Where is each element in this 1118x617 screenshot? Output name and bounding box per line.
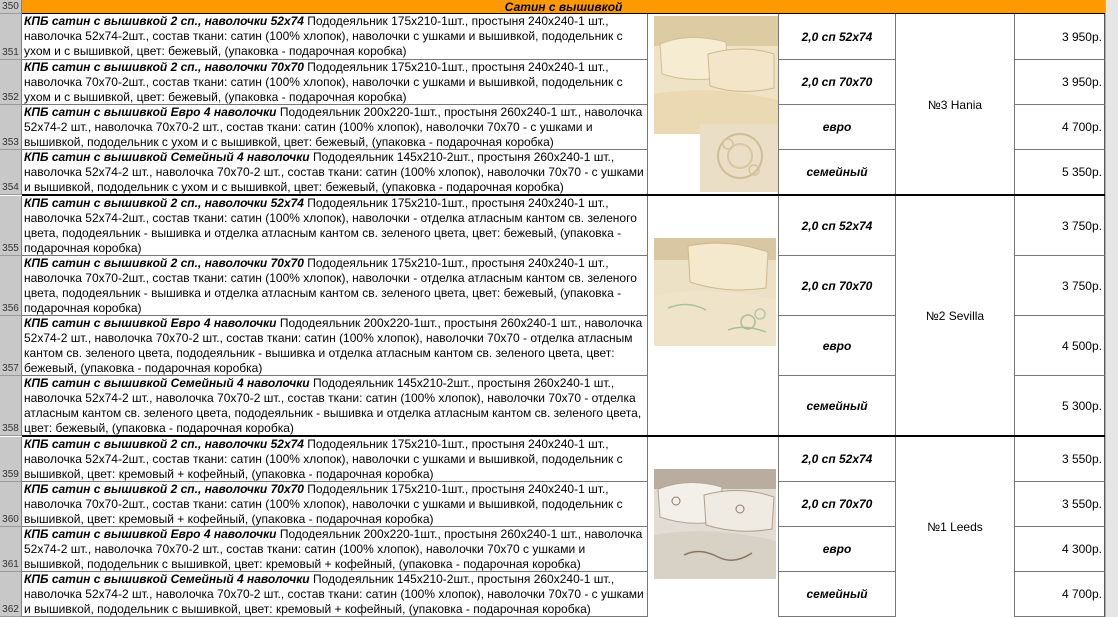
product-details: Пододеяльник 200x220-1шт., простыня 260x240-1 шт., наволочка 52x74-2 шт., наволочка 70x70-2 шт., состав ткани: сатин (100% хлопок), наволочки 70x70 с ушками и вышивкой, пододельник с вышивкой, цвет: кремовый + кофейный, (упаковка - подарочная коробка) <box>24 527 643 571</box>
size-cell[interactable]: семейный <box>779 572 896 617</box>
row-header[interactable]: 359 <box>0 437 22 482</box>
row-header[interactable]: 360 <box>0 482 22 527</box>
row-header[interactable]: 356 <box>0 256 22 316</box>
model-cell-hania[interactable]: №3 Hania <box>896 14 1015 195</box>
size-cell[interactable]: 2,0 сп 70x70 <box>779 482 896 527</box>
product-details: Пододеяльник 145x210-2шт., простыня 260x240-1 шт., наволочка 52x74-2 шт., наволочка 70x70-2 шт., состав ткани: сатин (100% хлопок), наволочки 70x70 - с ушками и вышивкой, пододельник с вышивкой, цвет: кремовый + кофейный, (упаковка - подарочная коробка) <box>24 572 644 616</box>
row-header[interactable]: 354 <box>0 150 22 195</box>
row-header[interactable]: 355 <box>0 196 22 256</box>
product-details: Пододеяльник 175x210-1шт., простыня 240x240-1 шт., наволочка 70x70-2шт., состав ткани: сатин (100% хлопок), наволочки с ушками и вышивкой, пододельник с ухом и с вышивкой, цвет: бежевый, (упаковка - подарочная коробка) <box>24 60 623 104</box>
empty-column <box>1105 0 1118 617</box>
product-details: Пододеяльник 175x210-1шт., простыня 240x240-1 шт., наволочка 52x74-2шт., состав ткани: сатин (100% хлопок), наволочки с ушками и вышивкой, пододельник с ухом и с вышивкой, цвет: бежевый, (упаковка - подарочная коробка) <box>24 14 623 58</box>
size-cell[interactable]: 2,0 сп 52x74 <box>779 437 896 482</box>
product-details: Пододеяльник 145x210-2шт., простыня 260x240-1 шт., наволочка 52x74-2 шт., наволочка 70x70-2 шт., состав ткани: сатин (100% хлопок), наволочки 70x70 - отделка атласным кантом св. зеленого цвета, пододеяльник - вышивка и отделка атласным кантом св. зеленого цвета, цвет: бежевый, (упаковка - подарочная коробка) <box>24 376 642 435</box>
price-cell[interactable]: 4 700р. <box>1015 572 1105 617</box>
price-cell[interactable]: 4 300р. <box>1015 527 1105 572</box>
product-title: КПБ сатин с вышивкой Семейный 4 наволочки <box>24 572 310 586</box>
product-title: КПБ сатин с вышивкой Семейный 4 наволочки <box>24 150 310 164</box>
description-cell[interactable] <box>22 256 648 316</box>
row-header[interactable]: 351 <box>0 14 22 60</box>
size-cell[interactable]: евро <box>779 105 896 150</box>
description-cell[interactable] <box>22 437 648 482</box>
row-header[interactable]: 352 <box>0 60 22 105</box>
product-details: Пододеяльник 175x210-1шт., простыня 240x240-1 шт., наволочка 52x74-2шт., состав ткани: сатин (100% хлопок), наволочки - отделка атласным кантом св. зеленого цвета, пододеяльник - вышивка и отделка атласным кантом св. зеленого цвета, цвет: бежевый, (упаковка - подарочная коробка) <box>24 196 637 255</box>
product-title: КПБ сатин с вышивкой Семейный 4 наволочки <box>24 376 310 390</box>
size-cell[interactable]: семейный <box>779 150 896 195</box>
size-cell[interactable]: 2,0 сп 70x70 <box>779 60 896 105</box>
description-cell[interactable] <box>22 376 648 436</box>
price-cell[interactable]: 5 350р. <box>1015 150 1105 195</box>
product-title: КПБ сатин с вышивкой Евро 4 наволочки <box>24 105 277 119</box>
model-cell-sevilla[interactable]: №2 Sevilla <box>896 196 1015 436</box>
product-title: КПБ сатин с вышивкой 2 сп., наволочки 70x70 <box>24 482 304 496</box>
product-details: Пододеяльник 175x210-1шт., простыня 240x240-1 шт., наволочка 70x70-2шт., состав ткани: сатин (100% хлопок), наволочки - отделка атласным кантом св. зеленого цвета, пододеяльник - вышивка и отделка атласным кантом св. зеленого цвета, цвет: бежевый, (упаковка - подарочная коробка) <box>24 256 637 315</box>
description-cell[interactable] <box>22 60 648 105</box>
row-header[interactable]: 358 <box>0 376 22 436</box>
price-cell[interactable]: 3 750р. <box>1015 256 1105 316</box>
product-title: КПБ сатин с вышивкой 2 сп., наволочки 52x74 <box>24 196 304 210</box>
size-cell[interactable]: евро <box>779 527 896 572</box>
size-cell[interactable]: 2,0 сп 52x74 <box>779 14 896 60</box>
size-cell[interactable]: 2,0 сп 70x70 <box>779 256 896 316</box>
product-details: Пододеяльник 175x210-1шт., простыня 240x240-1 шт., наволочка 52x74-2шт., состав ткани: сатин (100% хлопок), наволочки с ушками и вышивкой, пододельник с вышивкой, цвет: кремовый + кофейный, (упаковка - подарочная коробка) <box>24 437 623 481</box>
price-cell[interactable]: 3 950р. <box>1015 14 1105 60</box>
price-cell[interactable]: 3 950р. <box>1015 60 1105 105</box>
row-header[interactable]: 362 <box>0 572 22 617</box>
model-cell-leeds[interactable]: №1 Leeds <box>896 437 1015 617</box>
description-cell[interactable] <box>22 482 648 527</box>
description-cell[interactable] <box>22 150 648 195</box>
product-title: КПБ сатин с вышивкой Евро 4 наволочки <box>24 527 277 541</box>
price-cell[interactable]: 3 550р. <box>1015 482 1105 527</box>
product-title: КПБ сатин с вышивкой 2 сп., наволочки 70x70 <box>24 256 304 270</box>
product-image-hania[interactable] <box>648 14 779 195</box>
size-cell[interactable]: семейный <box>779 376 896 436</box>
row-header[interactable]: 357 <box>0 316 22 376</box>
price-cell[interactable]: 3 750р. <box>1015 196 1105 256</box>
row-header[interactable]: 353 <box>0 105 22 150</box>
bed-photo-icon <box>648 437 779 617</box>
section-header[interactable]: Сатин с вышивкой <box>22 0 1105 14</box>
price-cell[interactable]: 3 550р. <box>1015 437 1105 482</box>
bed-photo-icon <box>648 196 779 436</box>
description-cell[interactable] <box>22 316 648 376</box>
description-cell[interactable] <box>22 572 648 617</box>
product-image-leeds[interactable] <box>648 437 779 617</box>
description-cell[interactable] <box>22 527 648 572</box>
product-title: КПБ сатин с вышивкой Евро 4 наволочки <box>24 316 277 330</box>
description-cell[interactable] <box>22 196 648 256</box>
size-cell[interactable]: евро <box>779 316 896 376</box>
product-details: Пододеяльник 145x210-2шт., простыня 260x240-1 шт., наволочка 52x74-2 шт., наволочка 70x70-2 шт., состав ткани: сатин (100% хлопок), наволочки 70x70 - с ушками и вышивкой, пододельник с ухом и с вышивкой, цвет: бежевый, (упаковка - подарочная коробка) <box>24 150 644 194</box>
row-header[interactable]: 361 <box>0 527 22 572</box>
bed-photo-icon <box>648 14 779 195</box>
product-details: Пододеяльник 200x220-1шт., простыня 260x240-1 шт., наволочка 52x74-2 шт., наволочка 70x70-2 шт., состав ткани: сатин (100% хлопок), наволочки 70x70 - отделка атласным кантом св. зеленого цвета, пододеяльник - вышивка и отделка атласным кантом св. зеленого цвета, цвет: бежевый, (упаковка - подарочная коробка) <box>24 316 643 375</box>
product-details: Пододеяльник 200x220-1шт., простыня 260x240-1 шт., наволочка 52x74-2 шт., наволочка 70x70-2 шт., состав ткани: сатин (100% хлопок), наволочки 70x70 - с ушками и вышивкой, пододельник с ухом и с вышивкой, цвет: бежевый, (упаковка - подарочная коробка) <box>24 105 643 149</box>
price-cell[interactable]: 5 300р. <box>1015 376 1105 436</box>
description-cell[interactable] <box>22 105 648 150</box>
product-details: Пододеяльник 175x210-1шт., простыня 240x240-1 шт., наволочка 70x70-2шт., состав ткани: сатин (100% хлопок), наволочки с ушками и вышивкой, пододельник с вышивкой, цвет: кремовый + кофейный, (упаковка - подарочная коробка) <box>24 482 623 526</box>
row-header-350[interactable]: 350 <box>0 0 22 14</box>
product-title: КПБ сатин с вышивкой 2 сп., наволочки 52x74 <box>24 14 304 28</box>
price-cell[interactable]: 4 500р. <box>1015 316 1105 376</box>
size-cell[interactable]: 2,0 сп 52x74 <box>779 196 896 256</box>
product-title: КПБ сатин с вышивкой 2 сп., наволочки 52x74 <box>24 437 304 451</box>
price-cell[interactable]: 4 700р. <box>1015 105 1105 150</box>
product-title: КПБ сатин с вышивкой 2 сп., наволочки 70x70 <box>24 60 304 74</box>
description-cell[interactable] <box>22 14 648 60</box>
product-image-sevilla[interactable] <box>648 196 779 436</box>
